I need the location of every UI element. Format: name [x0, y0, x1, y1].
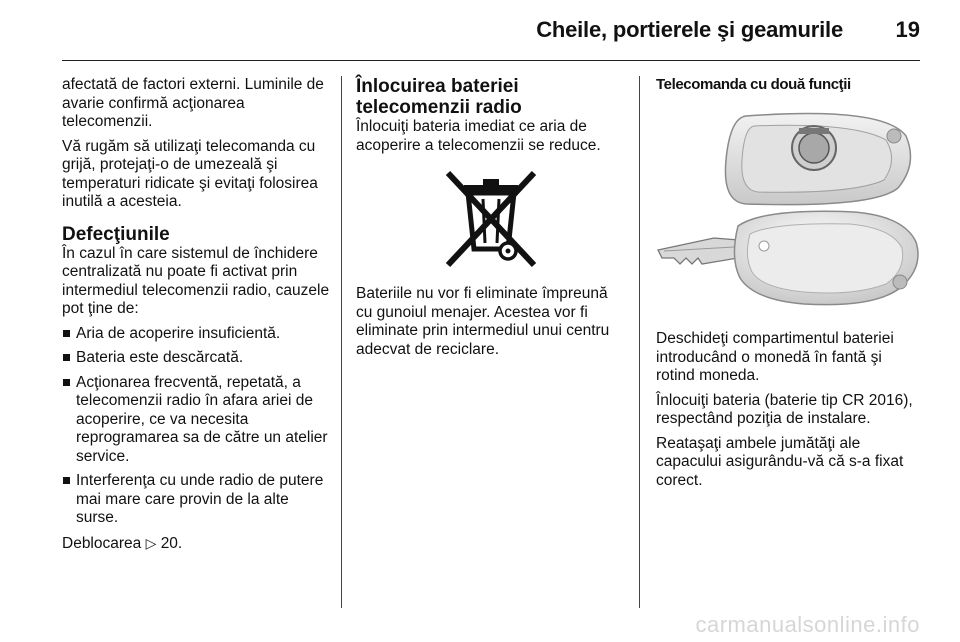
defect-causes-list: [62, 325, 330, 528]
paragraph-external-factors: afectată de factori externi. Luminile de avarie confirmă acţionarea telecomenzii.: [62, 76, 324, 130]
list-item: Acţionarea frecventă, repetată, a telecomenzii radio în afara ariei de acoperire, ce va necesita reprogramarea sa de către un atelier service.: [62, 374, 330, 467]
crossed-bin-icon: [436, 169, 546, 269]
paragraph-replace-battery: Înlocuiţi bateria imediat ce aria de acoperire a telecomenzii se reduce.: [356, 118, 601, 154]
heading-defects: Defecţiunile: [62, 223, 170, 245]
unlock-reference-label: Deblocarea: [62, 534, 142, 552]
column-divider-1: [341, 76, 342, 608]
page-header-title: Cheile, portierele şi geamurile: [536, 17, 843, 42]
column-middle: [356, 76, 626, 365]
heading-battery-replacement: Înlocuirea bateriei telecomenzii radio: [356, 76, 522, 118]
unlock-reference[interactable]: [62, 534, 330, 554]
column-right: [656, 76, 924, 496]
unlock-reference-page: 20.: [160, 534, 183, 552]
column-left: [62, 76, 330, 559]
paragraph-reattach-halves: Reataşaţi ambele jumătăţi ale capacului asigurându-vă că s-a fixat corect.: [656, 434, 904, 489]
column-divider-2: [639, 76, 640, 608]
paragraph-replace-cr2016: Înlocuiţi bateria (baterie tip CR 2016), respectând poziţia de instalare.: [656, 391, 913, 427]
list-item: Interferenţa cu unde radio de putere mai mare care provin de la alte surse.: [62, 472, 330, 528]
paragraph-battery-disposal: Bateriile nu vor fi eliminate împreună cu gunoiul menajer. Acestea vor fi eliminate prin intermediul unui centru adecvat de reciclare.: [356, 285, 610, 358]
watermark: carmanualsonline.info: [695, 612, 920, 637]
paragraph-defects-intro: În cazul în care sistemul de închidere centralizată nu poate fi activat prin intermediul telecomenzii radio, cauzele pot ţine de:: [62, 244, 330, 317]
page-ref-arrow-icon: ▷: [145, 534, 157, 551]
list-item: Bateria este descărcată.: [62, 349, 330, 368]
header-rule: [62, 60, 920, 61]
list-item: Aria de acoperire insuficientă.: [62, 325, 330, 344]
paragraph-open-compartment: Deschideţi compartimentul bateriei introducând o monedă în fantă şi rotind moneda.: [656, 330, 894, 384]
page-number: 19: [895, 17, 920, 42]
heading-two-function-remote: Telecomanda cu două funcţii: [656, 76, 851, 93]
paragraph-use-care: Vă rugăm să utilizaţi telecomanda cu grijă, protejaţi-o de umezeală şi temperaturi ridicate şi evitaţi folosirea inutilă a acesteia.: [62, 137, 318, 210]
remote-key-illustration: [654, 108, 924, 316]
